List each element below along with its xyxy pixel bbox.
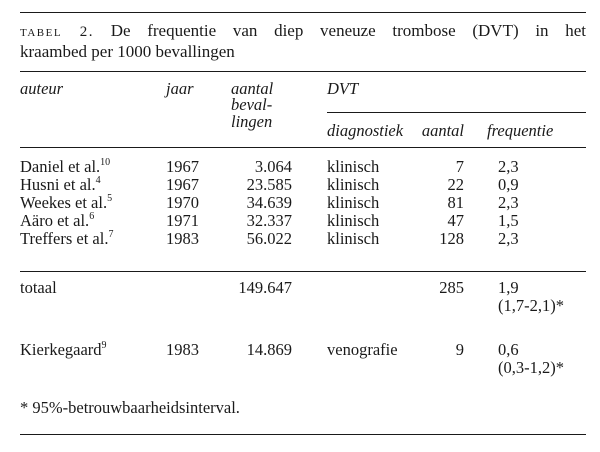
header-aantal-bevallingen-3: lingen (231, 112, 273, 131)
reference-number: 4 (95, 174, 101, 186)
table-caption (20, 21, 586, 62)
caption-title: De frequentie van diep veneuze trombose (DVT) in het (110, 21, 587, 40)
cell-bevallingen: 56.022 (246, 229, 292, 248)
header-bottom-rule (20, 147, 586, 148)
table-footnote: * 95%-betrouwbaarheidsinterval. (20, 398, 240, 417)
cell-aantal: 81 (447, 193, 464, 212)
cell-diagnostiek: klinisch (327, 211, 380, 230)
cell-auteur (20, 176, 101, 194)
total-bevallingen: 149.647 (238, 278, 292, 297)
cell-frequentie: 2,3 (498, 157, 519, 176)
cell-diagnostiek: klinisch (327, 157, 380, 176)
reference-number: 6 (89, 210, 95, 222)
bottom-rule (20, 434, 586, 435)
author-name: Aäro et al. (20, 211, 90, 230)
author-name: Daniel et al. (20, 157, 101, 176)
cell-aantal: 47 (447, 211, 464, 230)
cell-frequentie: 0,9 (498, 175, 519, 194)
header-aantal-bevallingen-1: aantal (231, 79, 274, 98)
author-name: Kierkegaard (20, 340, 102, 359)
total-rule (20, 271, 586, 272)
caption-line-1 (20, 21, 586, 42)
header-top-rule (20, 71, 586, 72)
cell-bevallingen: 32.337 (246, 211, 292, 230)
cell-diagnostiek: venografie (327, 340, 398, 359)
top-rule (20, 12, 586, 13)
cell-jaar: 1967 (166, 157, 199, 176)
cell-auteur (20, 230, 113, 248)
total-frequentie: 1,9 (498, 278, 519, 297)
cell-diagnostiek: klinisch (327, 229, 380, 248)
cell-frequentie: 1,5 (498, 211, 519, 230)
cell-diagnostiek: klinisch (327, 175, 380, 194)
header-jaar: jaar (166, 79, 194, 98)
cell-aantal: 9 (455, 340, 464, 359)
cell-bevallingen: 34.639 (246, 193, 292, 212)
cell-frequentie: 2,3 (498, 193, 519, 212)
total-aantal: 285 (439, 278, 464, 297)
cell-auteur (20, 194, 112, 212)
cell-bevallingen: 3.064 (254, 157, 292, 176)
cell-jaar: 1983 (166, 229, 199, 248)
total-label: totaal (20, 278, 57, 297)
cell-aantal: 7 (455, 157, 464, 176)
cell-bevallingen: 23.585 (246, 175, 292, 194)
cell-auteur (20, 158, 110, 176)
reference-number: 9 (101, 339, 107, 351)
cell-jaar: 1971 (166, 211, 199, 230)
header-diagnostiek: diagnostiek (327, 121, 404, 140)
cell-frequentie: 0,6 (498, 340, 519, 359)
cell-diagnostiek: klinisch (327, 193, 380, 212)
cell-jaar: 1983 (166, 340, 199, 359)
cell-aantal: 128 (439, 229, 464, 248)
reference-number: 7 (108, 228, 114, 240)
cell-auteur (20, 341, 107, 359)
author-name: Treffers et al. (20, 229, 109, 248)
header-auteur: auteur (20, 79, 64, 98)
caption-line-2: kraambed per 1000 bevallingen (20, 42, 235, 61)
author-name: Husni et al. (20, 175, 96, 194)
cell-bevallingen: 14.869 (246, 340, 292, 359)
cell-auteur (20, 212, 94, 230)
reference-number: 5 (107, 192, 113, 204)
cell-jaar: 1970 (166, 193, 199, 212)
cell-jaar: 1967 (166, 175, 199, 194)
header-aantal: aantal (421, 121, 464, 140)
author-name: Weekes et al. (20, 193, 108, 212)
dvt-subrule (327, 112, 586, 113)
header-aantal-bevallingen-2: beval- (231, 95, 273, 114)
cell-interval: (0,3-1,2)* (498, 358, 564, 377)
caption-label: tabel 2. (20, 24, 95, 40)
total-interval: (1,7-2,1)* (498, 296, 564, 315)
cell-frequentie: 2,3 (498, 229, 519, 248)
header-dvt: DVT (327, 79, 359, 98)
cell-aantal: 22 (447, 175, 464, 194)
reference-number: 10 (100, 156, 111, 168)
header-frequentie: frequentie (487, 121, 554, 140)
